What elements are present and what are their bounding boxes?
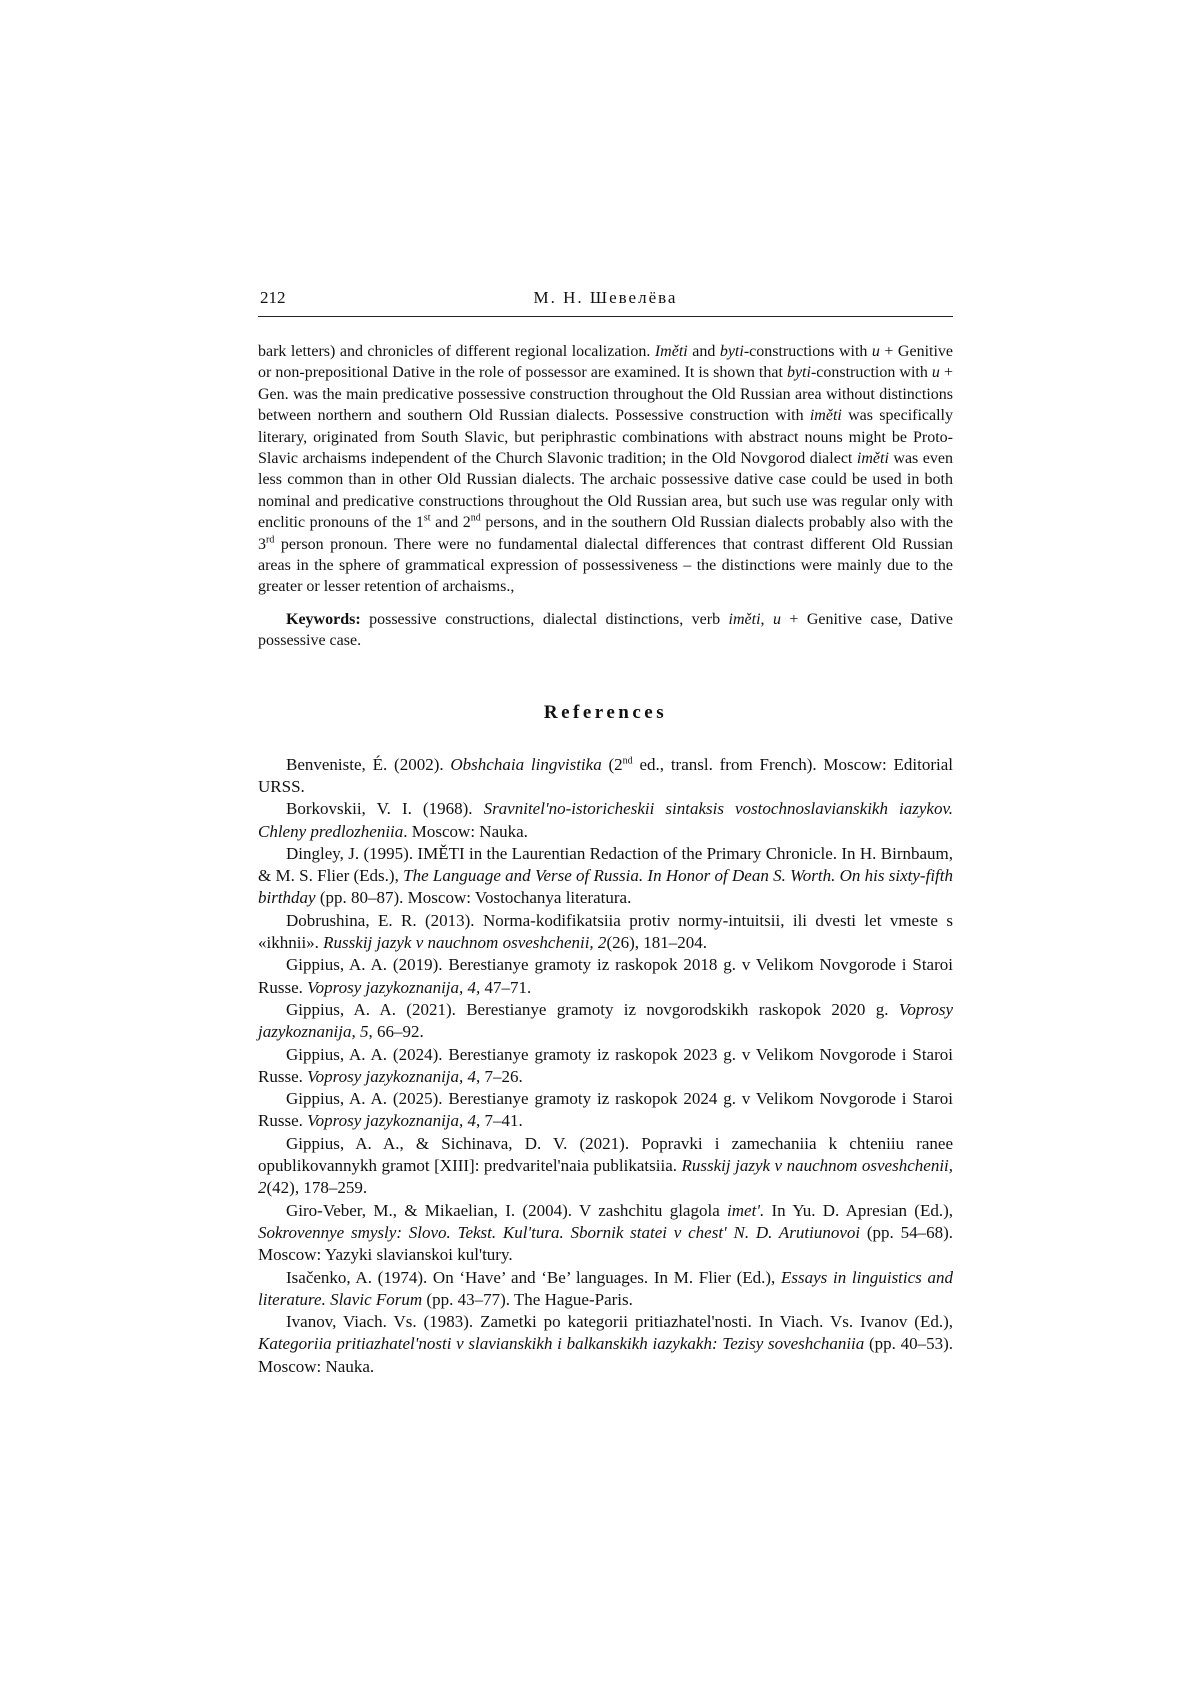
reference-text: , 66–92. <box>368 1022 424 1042</box>
reference-text: Giro-Veber, M., & Mikaelian, I. (2004). V zashchitu glagola <box>286 1200 728 1220</box>
abstract-text: + Gen. was the main predicative possessive construction throughout the Old Russian area without distinctions between northern and southern Old Russian dialects. Possessive construction with <box>258 364 953 425</box>
reference-text: Isačenko, A. (1974). On ‘Have’ and ‘Be’ languages. In M. Flier (Ed.), <box>286 1267 781 1287</box>
abstract-italic: u <box>931 364 940 382</box>
reference-item <box>258 999 953 1044</box>
reference-text: Gippius, A. A. (2021). Berestianye gramoty iz novgorodskikh raskopok 2020 g. <box>286 999 899 1019</box>
reference-text: Gippius, A. A. (2025). Berestianye gramoty iz raskopok 2024 g. v Velikom Novgorode i Staroi Russe. <box>258 1089 953 1131</box>
reference-title: Russkij jazyk v nauchnom osveshchenii, 2 <box>323 933 607 953</box>
reference-text: (pp. 54–68). Moscow: Yazyki slavianskoi kul'tury. <box>258 1222 953 1265</box>
abstract-italic: iměti <box>856 450 889 468</box>
reference-item <box>258 1133 953 1200</box>
reference-title: The Language and Verse of Russia. In Honor of Dean S. Worth. On his sixty-fifth birthday <box>258 866 953 908</box>
reference-text: (42), 178–259. <box>266 1178 368 1198</box>
reference-text: , 7–41. <box>476 1111 523 1131</box>
abstract-superscript: nd <box>470 512 481 524</box>
abstract-paragraph <box>258 341 953 598</box>
abstract-text: -construction with <box>810 364 932 382</box>
reference-text: Dobrushina, E. R. (2013). Norma-kodifikatsiia protiv normy-intuitsii, ili dvesti let vmeste s «ikhnii». <box>258 910 953 953</box>
reference-item <box>258 843 953 910</box>
keywords-text: + Genitive case, Dative possessive case. <box>258 610 953 650</box>
reference-text: Gippius, A. A. (2019). Berestianye gramoty iz raskopok 2018 g. v Velikom Novgorode i Staroi Russe. <box>258 955 953 997</box>
reference-item <box>258 1311 953 1378</box>
reference-text: Borkovskii, V. I. (1968). <box>286 799 484 819</box>
abstract-text: and 2 <box>430 514 471 532</box>
reference-title: Sokrovennye smysly: Slovo. Tekst. Kul'tura. Sbornik statei v chest' N. D. Arutiunovoi <box>258 1222 861 1242</box>
reference-item <box>258 798 953 843</box>
keywords-text: , <box>760 610 773 628</box>
reference-text: (pp. 43–77). The Hague-Paris. <box>422 1289 633 1309</box>
references-heading: References <box>543 701 668 723</box>
keywords <box>258 609 953 652</box>
abstract-text: was specifically literary, originated from South Slavic, but periphrastic combinations with abstract nouns might be Proto-Slavic archaisms independent of the Church Slavonic tradition; in the Old Novgorod dialect <box>258 407 954 468</box>
abstract-italic: byti <box>786 364 811 382</box>
reference-title: imet'. <box>727 1200 765 1220</box>
reference-title: Voprosy jazykoznanija, 5 <box>258 999 953 1042</box>
reference-title: Voprosy jazykoznanija, 4 <box>307 1111 477 1131</box>
abstract-text: -constructions with <box>743 343 872 360</box>
reference-item <box>258 1267 953 1312</box>
abstract-text: bark letters) and chronicles of different regional localization. <box>258 343 655 360</box>
abstract-italic: byti <box>719 343 744 360</box>
reference-title: Kategoriia pritiazhatel'nosti v slavianskikh i balkanskikh iazykakh: Tezisy soveshchaniia <box>258 1334 865 1354</box>
reference-title: Voprosy jazykoznanija, 4 <box>307 1066 477 1086</box>
reference-item <box>258 954 953 999</box>
reference-text: In Yu. D. Apresian (Ed.), <box>764 1200 953 1220</box>
abstract-text: + Genitive or non-prepositional Dative in the role of possessor are examined. It is shown that <box>258 343 954 382</box>
abstract-text: persons, and in the southern Old Russian dialects probably also with the 3 <box>258 514 953 553</box>
reference-title: Voprosy jazykoznanija, 4, <box>307 977 481 997</box>
reference-text: 47–71. <box>480 977 532 997</box>
reference-text: ed., transl. from French). Moscow: Editorial URSS. <box>258 754 953 796</box>
reference-title: Sravnitel'no-istoricheskii sintaksis vostochnoslavianskikh iazykov. Chleny predlozheniia <box>258 799 954 841</box>
abstract-superscript: rd <box>266 534 275 546</box>
reference-item <box>258 1200 953 1267</box>
page-number: 212 <box>260 288 286 307</box>
keywords-italic: iměti <box>728 610 761 628</box>
reference-title: Obshchaia lingvistika <box>450 754 602 774</box>
reference-text: (pp. 40–53). Moscow: Nauka. <box>258 1334 954 1376</box>
reference-text: Ivanov, Viach. Vs. (1983). Zametki po kategorii pritiazhatel'nosti. In Viach. Vs. Ivanov (Ed.), <box>286 1312 953 1332</box>
reference-text: , 7–26. <box>476 1066 523 1086</box>
abstract-text: person pronoun. There were no fundamental dialectal differences that contrast different Old Russian areas in the sphere of grammatical expression of possessiveness – the distinctions were mainly due to the greater or lesser retention of archaisms., <box>258 535 953 596</box>
abstract <box>258 341 953 598</box>
keywords-text: possessive constructions, dialectal distinctions, verb <box>360 610 729 628</box>
reference-text: Benveniste, É. (2002). <box>286 754 451 774</box>
reference-text: (26), 181–204. <box>606 933 708 953</box>
reference-superscript: nd <box>622 755 633 767</box>
running-header <box>258 286 953 317</box>
abstract-superscript: st <box>423 512 431 524</box>
keywords-italic: u <box>772 610 781 628</box>
reference-item <box>258 754 953 799</box>
abstract-text: and <box>687 343 720 360</box>
reference-item <box>258 1044 953 1089</box>
header-author: М. Н. Шевелёва <box>533 288 678 307</box>
reference-text: Gippius, A. A., & Sichinava, D. V. (2021). Popravki i zamechaniia k chteniiu ranee opublikovannykh gramot [XIII]: predvaritel'naia publikatsiia. <box>258 1133 953 1176</box>
reference-title: Russkij jazyk v nauchnom osveshchenii, 2 <box>258 1156 954 1198</box>
abstract-italic: u <box>871 343 880 360</box>
reference-item <box>258 1088 953 1133</box>
references-list <box>258 754 953 1378</box>
reference-text: . Moscow: Nauka. <box>403 821 528 841</box>
reference-text: (pp. 80–87). Moscow: Vostochanya literatura. <box>315 888 632 908</box>
keywords-label: Keywords: <box>286 610 361 628</box>
abstract-text: was even less common than in other Old Russian dialects. The archaic possessive dative case could be used in both nominal and predicative constructions throughout the Old Russian area, but such use was regular only with enclitic pronouns of the 1 <box>258 450 953 532</box>
abstract-italic: Iměti <box>654 343 688 360</box>
reference-title: Essays in linguistics and literature. Slavic Forum <box>258 1267 953 1309</box>
reference-text: (2 <box>601 754 623 774</box>
reference-text: Gippius, A. A. (2024). Berestianye gramoty iz raskopok 2023 g. v Velikom Novgorode i Staroi Russe. <box>258 1044 953 1086</box>
abstract-italic: iměti <box>809 407 842 425</box>
reference-item <box>258 910 953 955</box>
page-content <box>258 286 953 1378</box>
reference-text: Dingley, J. (1995). IMĚTI in the Laurentian Redaction of the Primary Chronicle. In H. Birnbaum, & M. S. Flier (Eds.), <box>258 843 953 886</box>
